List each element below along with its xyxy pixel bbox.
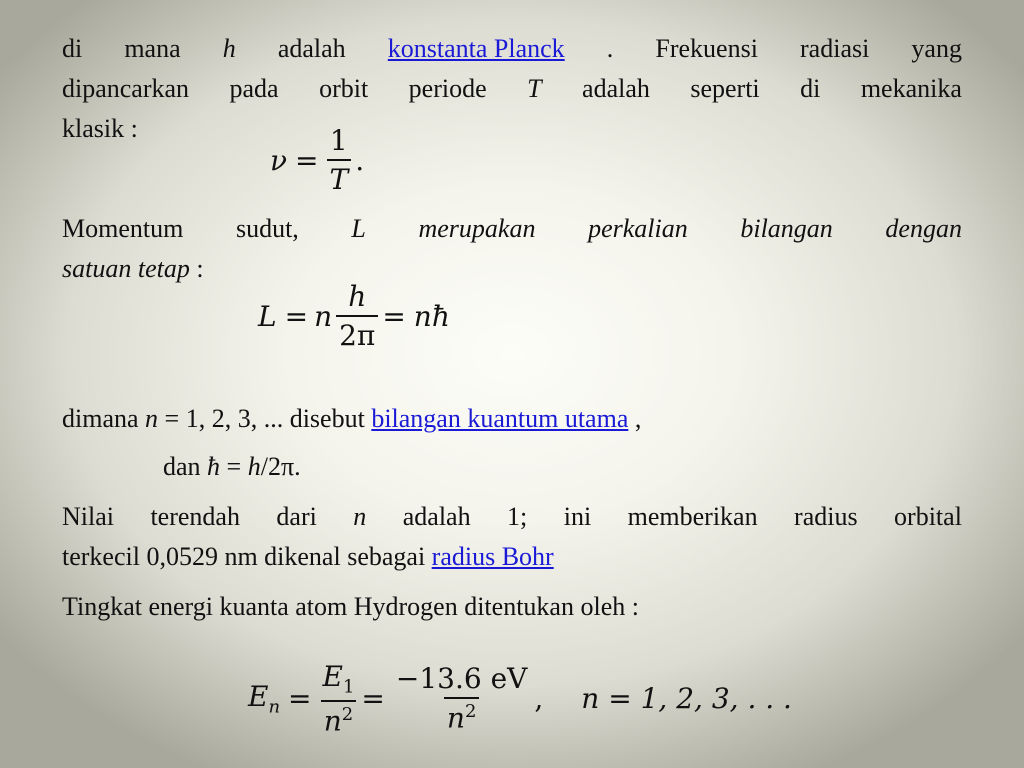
eq2-equals-2: =: [382, 299, 406, 333]
symbol-h: h: [222, 34, 236, 63]
para4-line: [163, 452, 763, 482]
word: adalah: [402, 502, 471, 531]
para2-line1: [62, 214, 962, 244]
equation-energy-levels: [248, 660, 792, 737]
eq1-denominator: T: [327, 159, 352, 196]
eq3-f2-denominator: $n^2$: [444, 697, 480, 734]
word: mana: [124, 34, 181, 63]
symbol-L: L: [351, 214, 366, 243]
para5-line2: [62, 542, 962, 572]
eq3-fraction-1: [320, 660, 358, 737]
word: Momentum: [62, 214, 184, 243]
word: ini: [563, 502, 592, 531]
para5-line1: [62, 502, 962, 532]
symbol-h: h: [247, 452, 261, 481]
symbol-hbar: ħ: [207, 452, 221, 481]
word: di: [62, 34, 83, 63]
word: dipancarkan: [62, 74, 190, 103]
text: dimana: [62, 404, 146, 433]
word: dari: [276, 502, 317, 531]
eq2-n: n: [314, 299, 333, 333]
colon: :: [189, 254, 204, 283]
eq3-equals: =: [288, 681, 312, 715]
word: seperti: [690, 74, 760, 103]
para3-line: [62, 404, 962, 434]
text: dan: [163, 452, 208, 481]
eq3-lhs: $E_n$: [248, 679, 281, 718]
eq2-fraction: [336, 280, 378, 352]
text: =: [220, 452, 248, 481]
eq1-fraction: [327, 124, 352, 196]
word: bilangan: [740, 214, 833, 243]
para1-line3: klasik :: [62, 114, 138, 143]
word: terendah: [150, 502, 240, 531]
bilangan-kuantum-utama-link[interactable]: bilangan kuantum utama: [371, 404, 629, 433]
word: memberikan: [627, 502, 758, 531]
satuan-tetap-text: satuan tetap: [62, 254, 190, 283]
word: radius: [794, 502, 858, 531]
word: adalah: [582, 74, 650, 103]
eq2-denominator: 2π: [336, 315, 378, 352]
eq2-equals: =: [284, 299, 309, 333]
word: mekanika: [860, 74, 962, 103]
para1-line1: [62, 34, 962, 64]
word: orbit: [319, 74, 369, 103]
eq1-period: .: [355, 143, 365, 177]
word: periode: [408, 74, 487, 103]
word: 1;: [507, 502, 528, 531]
konstanta-planck-link[interactable]: konstanta Planck: [387, 34, 565, 63]
word: pada: [229, 74, 279, 103]
text: = 1, 2, 3, ... disebut: [158, 404, 372, 433]
symbol-n: n: [145, 404, 159, 433]
radius-bohr-link[interactable]: radius Bohr: [431, 542, 554, 571]
symbol-n: n: [353, 502, 367, 531]
word: .: [606, 34, 614, 63]
word: sudut,: [235, 214, 299, 243]
text: ,: [628, 404, 642, 433]
word: merupakan: [418, 214, 536, 243]
eq1-numerator: 1: [329, 124, 348, 157]
text: terkecil 0,0529 nm dikenal sebagai: [62, 542, 432, 571]
eq3-f2-numerator: −13.6 eV: [395, 662, 528, 696]
symbol-T: T: [527, 74, 542, 103]
word: adalah: [277, 34, 346, 63]
para1-line2: [62, 74, 962, 104]
word: dengan: [885, 214, 962, 243]
word: orbital: [894, 502, 962, 531]
eq1-lhs: ν: [270, 143, 288, 177]
word: perkalian: [588, 214, 688, 243]
equation-frequency: [270, 124, 364, 196]
para2-line2: [62, 254, 962, 284]
eq3-equals-2: =: [361, 681, 385, 715]
eq1-equals: =: [295, 143, 319, 177]
eq3-f1-denominator: $n^2$: [321, 700, 357, 737]
eq2-numerator: h: [348, 280, 367, 313]
eq2-lhs: L: [258, 299, 277, 333]
equation-angular-momentum: [258, 280, 450, 352]
eq2-rhs: nħ: [413, 299, 450, 333]
eq3-f1-numerator: $E_1$: [322, 660, 355, 698]
eq3-comma: ,: [534, 681, 544, 715]
word: radiasi: [800, 34, 870, 63]
text: /2π.: [260, 452, 301, 481]
word: Nilai: [62, 502, 114, 531]
word: di: [800, 74, 821, 103]
para6-line: Tingkat energi kuanta atom Hydrogen ditentukan oleh :: [62, 592, 639, 621]
eq3-fraction-2: [393, 662, 531, 734]
word: yang: [911, 34, 962, 63]
word: Frekuensi: [655, 34, 758, 63]
eq3-condition: n = 1, 2, 3, . . .: [581, 681, 792, 715]
